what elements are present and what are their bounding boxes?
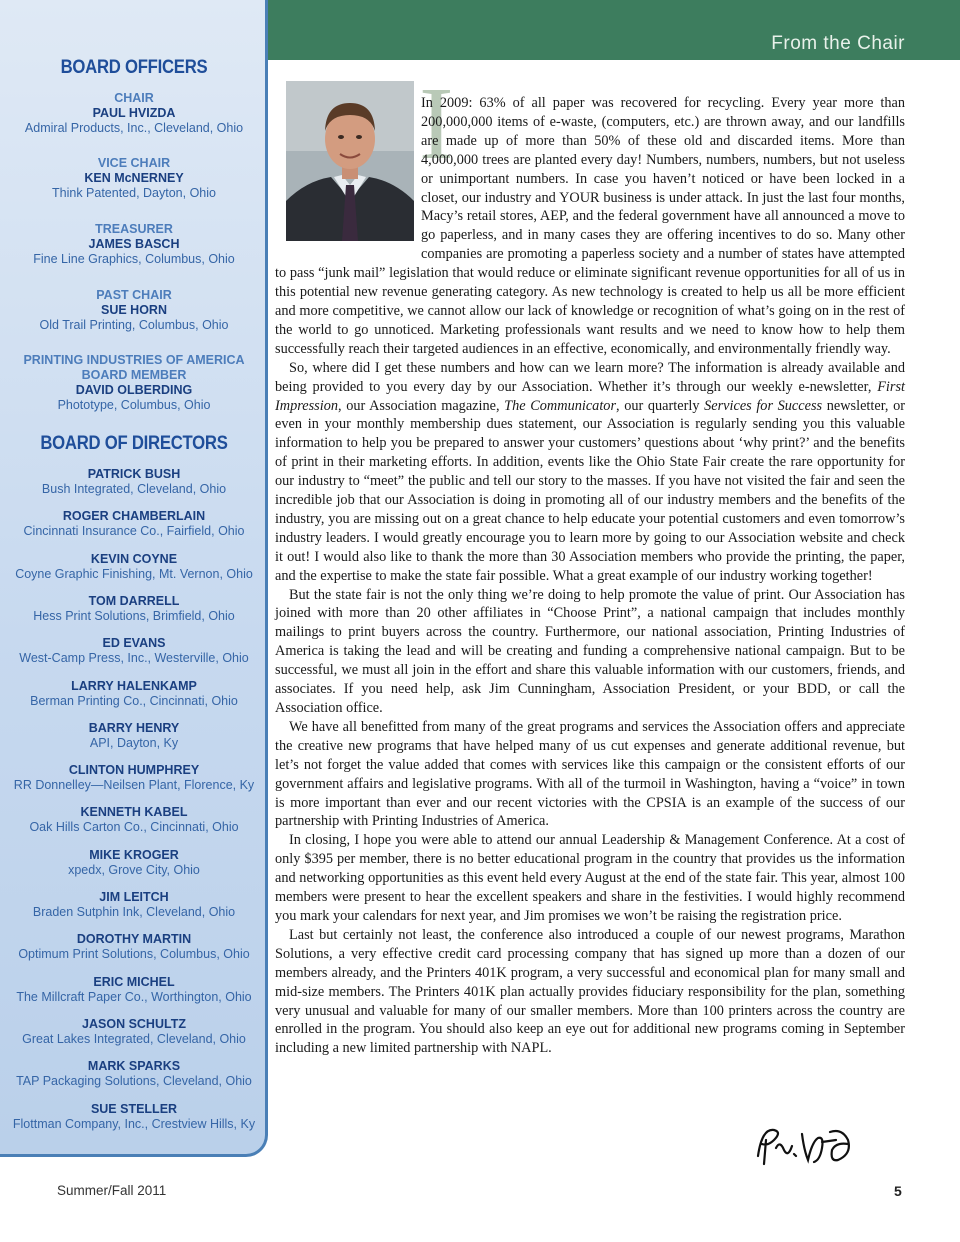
article-paragraph: So, where did I get these numbers and how can we learn more? The information is already available and being provided to you every day by our Association. Whether it’s through our weekly e-newsletter, First Impression, our Association magazine, The Communicator, our quarterly Services for Success newsletter, or even in your monthly membership dues statement, our Association is regularly sending you this valuable information to help you be prepared to answer your customers’ questions about ‘why print?’ and the benefits of print in their marketing efforts. In addition, events like the Ohio State Fair create the rare opportunity for our industry to “meet” the public and tell our story to the masses. If you have not visited the fair and seen the incredible job that our Association is doing in promoting all of our industry members and the benefits of the industry, you are missing out on a great chance to help educate your potential customers and even tomorrow’s industry leaders. I would greatly encourage you to learn more by going to our Association website and check it out! I would also like to thank the more than 30 Association members who provide the printing, the paper, and the expertise to make the state fair possible. What a great example of our industry working together! [275,359,905,584]
director-org: Flottman Company, Inc., Crestview Hills, Ky [12,1116,256,1131]
officer-name: PAUL HVIZDA [92,106,176,120]
director-org: Braden Sutphin Ink, Cleveland, Ohio [32,905,236,919]
director-entry [0,679,268,709]
section-banner [268,0,960,60]
director-name: PATRICK BUSH [87,467,181,481]
director-name: JASON SCHULTZ [82,1016,186,1031]
board-officers-heading: BOARD OFFICERS [60,57,208,78]
director-entry [0,763,268,793]
director-entry [0,932,268,962]
director-name: ROGER CHAMBERLAIN [62,509,206,524]
officer-org: Think Patented, Dayton, Ohio [52,186,216,200]
director-entry [0,594,268,624]
officer-role: PRINTING INDUSTRIES OF AMERICA [23,353,245,367]
director-name: MARK SPARKS [87,1059,181,1074]
director-org: Cincinnati Insurance Co., Fairfield, Ohio [23,524,245,539]
director-entry [0,721,268,751]
director-name: KENNETH KABEL [80,805,188,820]
director-name: BARRY HENRY [88,720,180,735]
officer-treasurer [0,222,268,267]
director-entry [0,848,268,878]
director-name: CLINTON HUMPHREY [68,763,200,778]
officer-past-chair [0,288,268,333]
director-entry [0,1017,268,1047]
director-org: Optimum Print Solutions, Columbus, Ohio [18,947,250,962]
officer-role: TREASURER [95,222,173,236]
officer-role-line2: BOARD MEMBER [81,368,187,382]
director-entry [0,805,268,835]
article-paragraph: Last but certainly not least, the conference also introduced a couple of our newest programs, Marathon Solutions, a very effective credit card processing company that has signed up more than a dozen of our members already, and the Printers 401K program, a very successful and economical plan for many small and mid-size members. The Printers 401K plan actually provides fiduciary responsibility for the plan, something very unusual and valuable for many of our smaller members. More than 100 printers across the country are enrolled in the program. You should also keep an eye out for additional new programs coming in September including a new limited partnership with NAPL. [275,926,905,1057]
director-name: SUE STELLER [90,1101,178,1116]
section-title: From the Chair [771,33,905,54]
officer-role: CHAIR [114,91,154,105]
director-name: DOROTHY MARTIN [76,932,192,947]
officer-role: VICE CHAIR [97,156,171,170]
director-name: TOM DARRELL [88,593,180,608]
director-org: The Millcraft Paper Co., Worthington, Ohio [16,989,252,1004]
board-sidebar [0,0,268,1157]
officer-name: SUE HORN [101,303,167,317]
director-org: xpedx, Grove City, Ohio [68,862,200,877]
issue-label: Summer/Fall 2011 [57,1183,167,1198]
director-org: Berman Printing Co., Cincinnati, Ohio [30,693,238,708]
director-entry [0,1059,268,1089]
officer-name: KEN McNERNEY [84,171,184,185]
drop-cap-letter: I [419,66,454,181]
officer-org: Phototype, Columbus, Ohio [57,398,211,412]
director-org: API, Dayton, Ky [89,735,179,750]
article-paragraph: But the state fair is not the only thing we’re doing to help promote the value of print. Our Association has joined with more than 20 other affiliates in “Choose Print”, a national campaign that includes monthly mailings to print buyers across the country. Furthermore, our national association, Printing Industries of America is taking the lead and will be creating and funding a comprehensive national campaign. But to be successful, we must all join in the effort and share this valuable information with our customers, friends, and associates. If you need help, ask Jim Cunningham, Association President, or your BDD, or call the Association office. [275,586,905,716]
officer-name: DAVID OLBERDING [75,383,193,397]
director-name: KEVIN COYNE [90,551,178,566]
director-name: MIKE KROGER [89,847,179,862]
director-entry [0,636,268,666]
officer-vice-chair [0,156,268,201]
article-paragraph: In closing, I hope you were able to attend our annual Leadership & Management Conference. At a cost of only $395 per member, there is no better educational program in the country that provides us the information and networking opportunities as this event held every August at the end of the state fair. This year, almost 100 members were present to hear the excellent speakers and share in the festivities. I would highly recommend you mark your calendars for next year, and Jim promises we won’t be raising the registration price. [275,832,905,924]
officer-org: Fine Line Graphics, Columbus, Ohio [33,252,235,266]
director-org: Oak Hills Carton Co., Cincinnati, Ohio [29,820,239,835]
director-name: ERIC MICHEL [93,974,175,989]
article-paragraph: In 2009: 63% of all paper was recovered for recycling. Every year more than 200,000,000 items of e-waste, (computers, etc.) are thrown away, and our landfills are made up of more than 50% of these old and discarded items. More than 4,000,000 trees are planted every day! Numbers, numbers, numbers, but not useless or unimportant numbers. In case you haven’t noticed or have been locked in a closet, our industry and YOUR business is under attack. In just the last four months, Macy’s retail stores, AEP, and the federal government have all announced a move to go paperless, and in many cases they are offering incentives to do so. Many other companies are promoting a paperless society and a number of states have attempted to pass “junk mail” legislation that would reduce or eliminate significant revenue opportunities for all of us in this potential new revenue generating category. As new technology is created to help us all be more efficient and more competitive, we cannot allow our lack of knowledge or recognition of what’s going on in the rest of the world to go unnoticed. Marketing professionals want results and we need to know how to help them successfully reach their targeted audiences in an effective, economically, and environmentally friendly way. [275,95,905,357]
director-entry [0,1102,268,1132]
officer-name: JAMES BASCH [88,237,180,251]
officer-chair [0,91,268,136]
page-number: 5 [894,1183,902,1199]
board-directors-heading: BOARD OF DIRECTORS [40,433,228,454]
officer-pia-board-member [0,353,268,413]
director-entry [0,467,268,497]
director-entry [0,509,268,539]
director-org: Great Lakes Integrated, Cleveland, Ohio [22,1031,246,1046]
director-org: West-Camp Press, Inc., Westerville, Ohio [19,651,249,666]
article-body [275,94,905,1058]
director-org: RR Donnelley—Neilsen Plant, Florence, Ky [13,778,255,793]
director-name: LARRY HALENKAMP [71,678,197,693]
director-entry [0,975,268,1005]
director-name: JIM LEITCH [99,890,169,904]
director-org: Hess Print Solutions, Brimfield, Ohio [33,608,235,623]
article-paragraph: We have all benefitted from many of the great programs and services the Association offers and appreciate the creative new programs that have helped many of us cut expenses and generate additional revenue, but let’s not forget the value added that comes with services like this campaign or the consistent efforts of our government affairs and legislative programs. With all of the turmoil in Washington, having a “voice” in town is more important than ever and our recent victories with the CPSIA is an example of the success of our partnership with Printing Industries of America. [275,718,905,830]
director-name: ED EVANS [102,636,166,651]
officer-org: Admiral Products, Inc., Cleveland, Ohio [24,121,244,135]
director-org: Coyne Graphic Finishing, Mt. Vernon, Ohio [15,566,253,581]
director-org: Bush Integrated, Cleveland, Ohio [41,482,227,496]
director-entry [0,552,268,582]
chair-signature [752,1120,862,1168]
director-entry [0,890,268,920]
director-org: TAP Packaging Solutions, Cleveland, Ohio [16,1074,252,1089]
officer-org: Old Trail Printing, Columbus, Ohio [39,318,229,332]
officer-role: PAST CHAIR [96,288,172,302]
